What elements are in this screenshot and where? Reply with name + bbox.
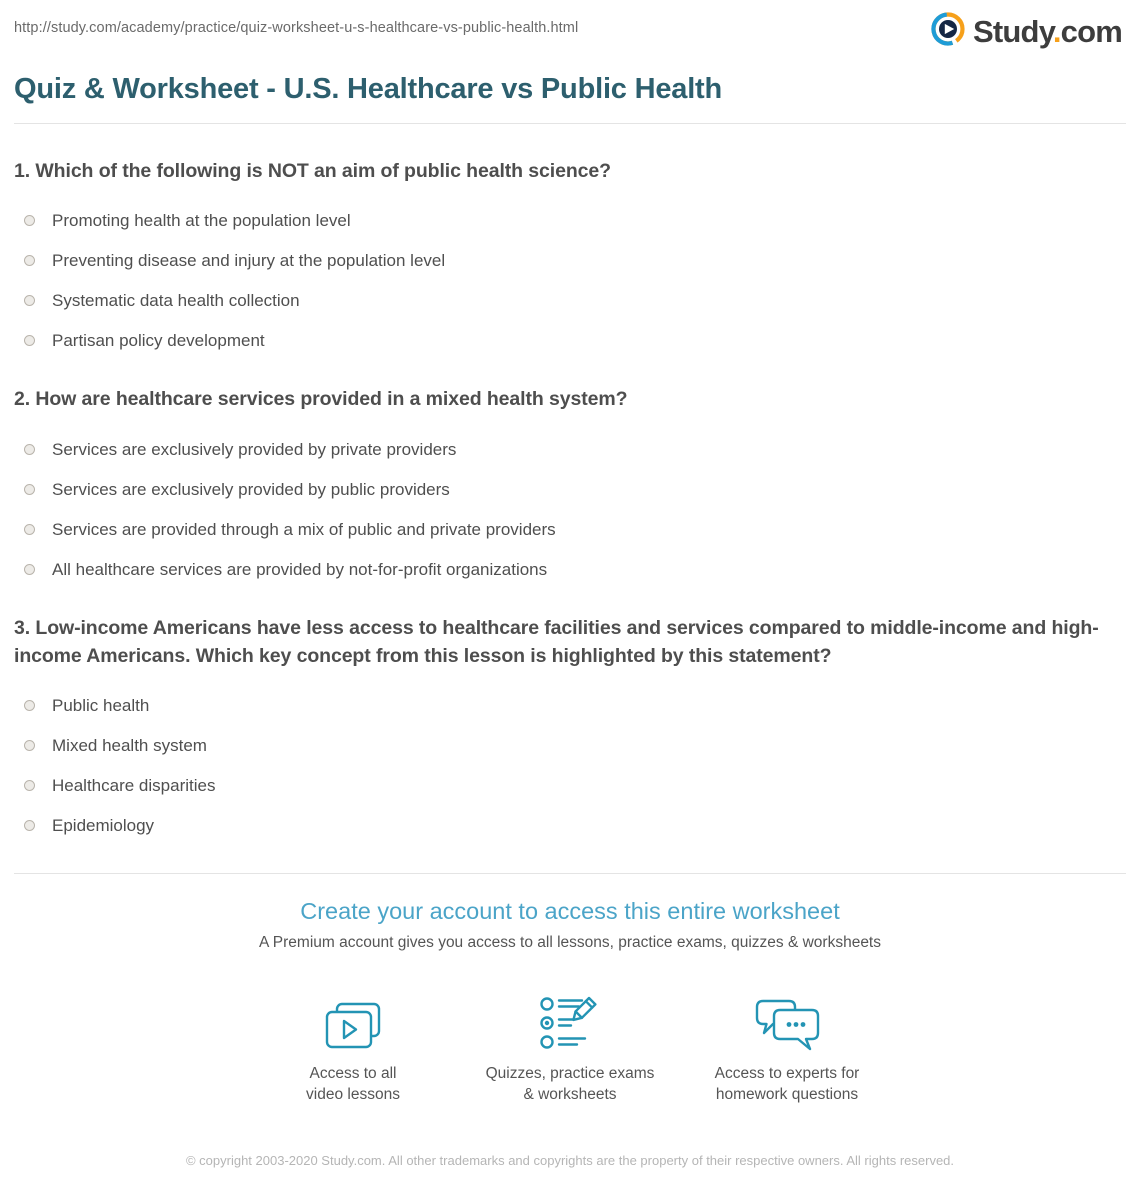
question-2-text: 2. How are healthcare services provided in a mixed health system?	[14, 388, 628, 411]
feature-caption-line: Access to all	[309, 1065, 397, 1083]
feature-caption	[715, 1064, 860, 1106]
studycom-play-icon	[931, 12, 965, 51]
radio-button[interactable]	[24, 295, 35, 306]
answer-option-label: Preventing disease and injury at the population level	[52, 251, 446, 271]
copyright-text: © copyright 2003-2020 Study.com. All other trademarks and copyrights are the property of their respective owners. All rights reserved.	[185, 1152, 955, 1168]
feature-caption	[306, 1064, 400, 1106]
radio-button[interactable]	[24, 335, 35, 346]
question-1	[14, 157, 1126, 352]
radio-button[interactable]	[24, 444, 35, 455]
question-3-option-1[interactable]	[14, 694, 1126, 717]
footer	[14, 1150, 1126, 1171]
answer-option-label: Systematic data health collection	[52, 291, 300, 311]
radio-button[interactable]	[24, 255, 35, 266]
feature-quizzes-worksheets	[462, 988, 679, 1106]
question-1-option-3[interactable]	[14, 289, 1126, 312]
question-2-option-3[interactable]	[14, 518, 1126, 541]
radio-button[interactable]	[24, 215, 35, 226]
radio-button[interactable]	[24, 700, 35, 711]
answer-option-label: Mixed health system	[52, 736, 207, 756]
question-2	[14, 385, 1126, 580]
feature-caption-line: Quizzes, practice exams	[485, 1065, 655, 1083]
logo-tld: com	[1060, 14, 1122, 49]
cta-section	[14, 898, 1126, 1106]
answer-option-label: Services are exclusively provided by public providers	[52, 479, 450, 499]
question-1-text: 1. Which of the following is NOT an aim of public health science?	[14, 160, 611, 182]
question-1-option-1[interactable]	[14, 209, 1126, 232]
answer-option-label: Services are exclusively provided by private providers	[52, 439, 457, 459]
answer-option-label: Healthcare disparities	[52, 776, 216, 796]
video-lessons-icon	[324, 988, 382, 1052]
feature-caption	[486, 1064, 655, 1106]
feature-caption-line: & worksheets	[523, 1085, 617, 1103]
expert-chat-icon	[753, 988, 821, 1052]
answer-option-label: Promoting health at the population level	[52, 211, 351, 231]
question-3	[14, 614, 1126, 838]
page-title: Quiz & Worksheet - U.S. Healthcare vs Public Health	[14, 73, 723, 105]
radio-button[interactable]	[24, 524, 35, 535]
quiz-worksheet-icon	[539, 988, 601, 1052]
radio-button[interactable]	[24, 740, 35, 751]
logo-dot: .	[1052, 14, 1061, 49]
answer-option-label: Epidemiology	[52, 816, 155, 836]
question-2-option-1[interactable]	[14, 438, 1126, 461]
studycom-logo[interactable]	[931, 12, 1122, 51]
question-2-option-2[interactable]	[14, 478, 1126, 501]
logo-word: Study	[973, 14, 1053, 49]
radio-button[interactable]	[24, 780, 35, 791]
radio-button[interactable]	[24, 484, 35, 495]
question-1-option-4[interactable]	[14, 329, 1126, 352]
question-1-option-2[interactable]	[14, 249, 1126, 272]
title-divider	[14, 123, 1126, 124]
feature-caption-line: video lessons	[306, 1085, 400, 1103]
feature-expert-help	[679, 988, 896, 1106]
question-3-option-3[interactable]	[14, 774, 1126, 797]
question-3-option-4[interactable]	[14, 814, 1126, 837]
answer-option-label: All healthcare services are provided by not-for-profit organizations	[52, 559, 548, 579]
radio-button[interactable]	[24, 820, 35, 831]
page-url: http://study.com/academy/practice/quiz-worksheet-u-s-healthcare-vs-public-health.html	[14, 20, 579, 36]
studycom-logo-text	[973, 16, 1122, 47]
answer-option-label: Public health	[52, 696, 150, 716]
question-3-option-2[interactable]	[14, 734, 1126, 757]
features-row	[14, 988, 1126, 1106]
answer-option-label: Services are provided through a mix of public and private providers	[52, 519, 556, 539]
answer-option-label: Partisan policy development	[52, 331, 265, 351]
question-3-text: 3. Low-income Americans have less access to healthcare facilities and services compared to middle-income and high-income Americans. Which key concept from this lesson is highlighted by this statement?	[14, 616, 1099, 667]
feature-caption-line: Access to experts for	[714, 1065, 860, 1083]
cta-title: Create your account to access this entire worksheet	[300, 898, 840, 925]
header	[14, 12, 1126, 51]
section-divider	[14, 873, 1126, 874]
radio-button[interactable]	[24, 564, 35, 575]
feature-video-lessons	[245, 988, 462, 1106]
feature-caption-line: homework questions	[715, 1085, 859, 1103]
question-2-option-4[interactable]	[14, 558, 1126, 581]
cta-subtitle: A Premium account gives you access to all lessons, practice exams, quizzes & worksheets	[259, 934, 881, 952]
